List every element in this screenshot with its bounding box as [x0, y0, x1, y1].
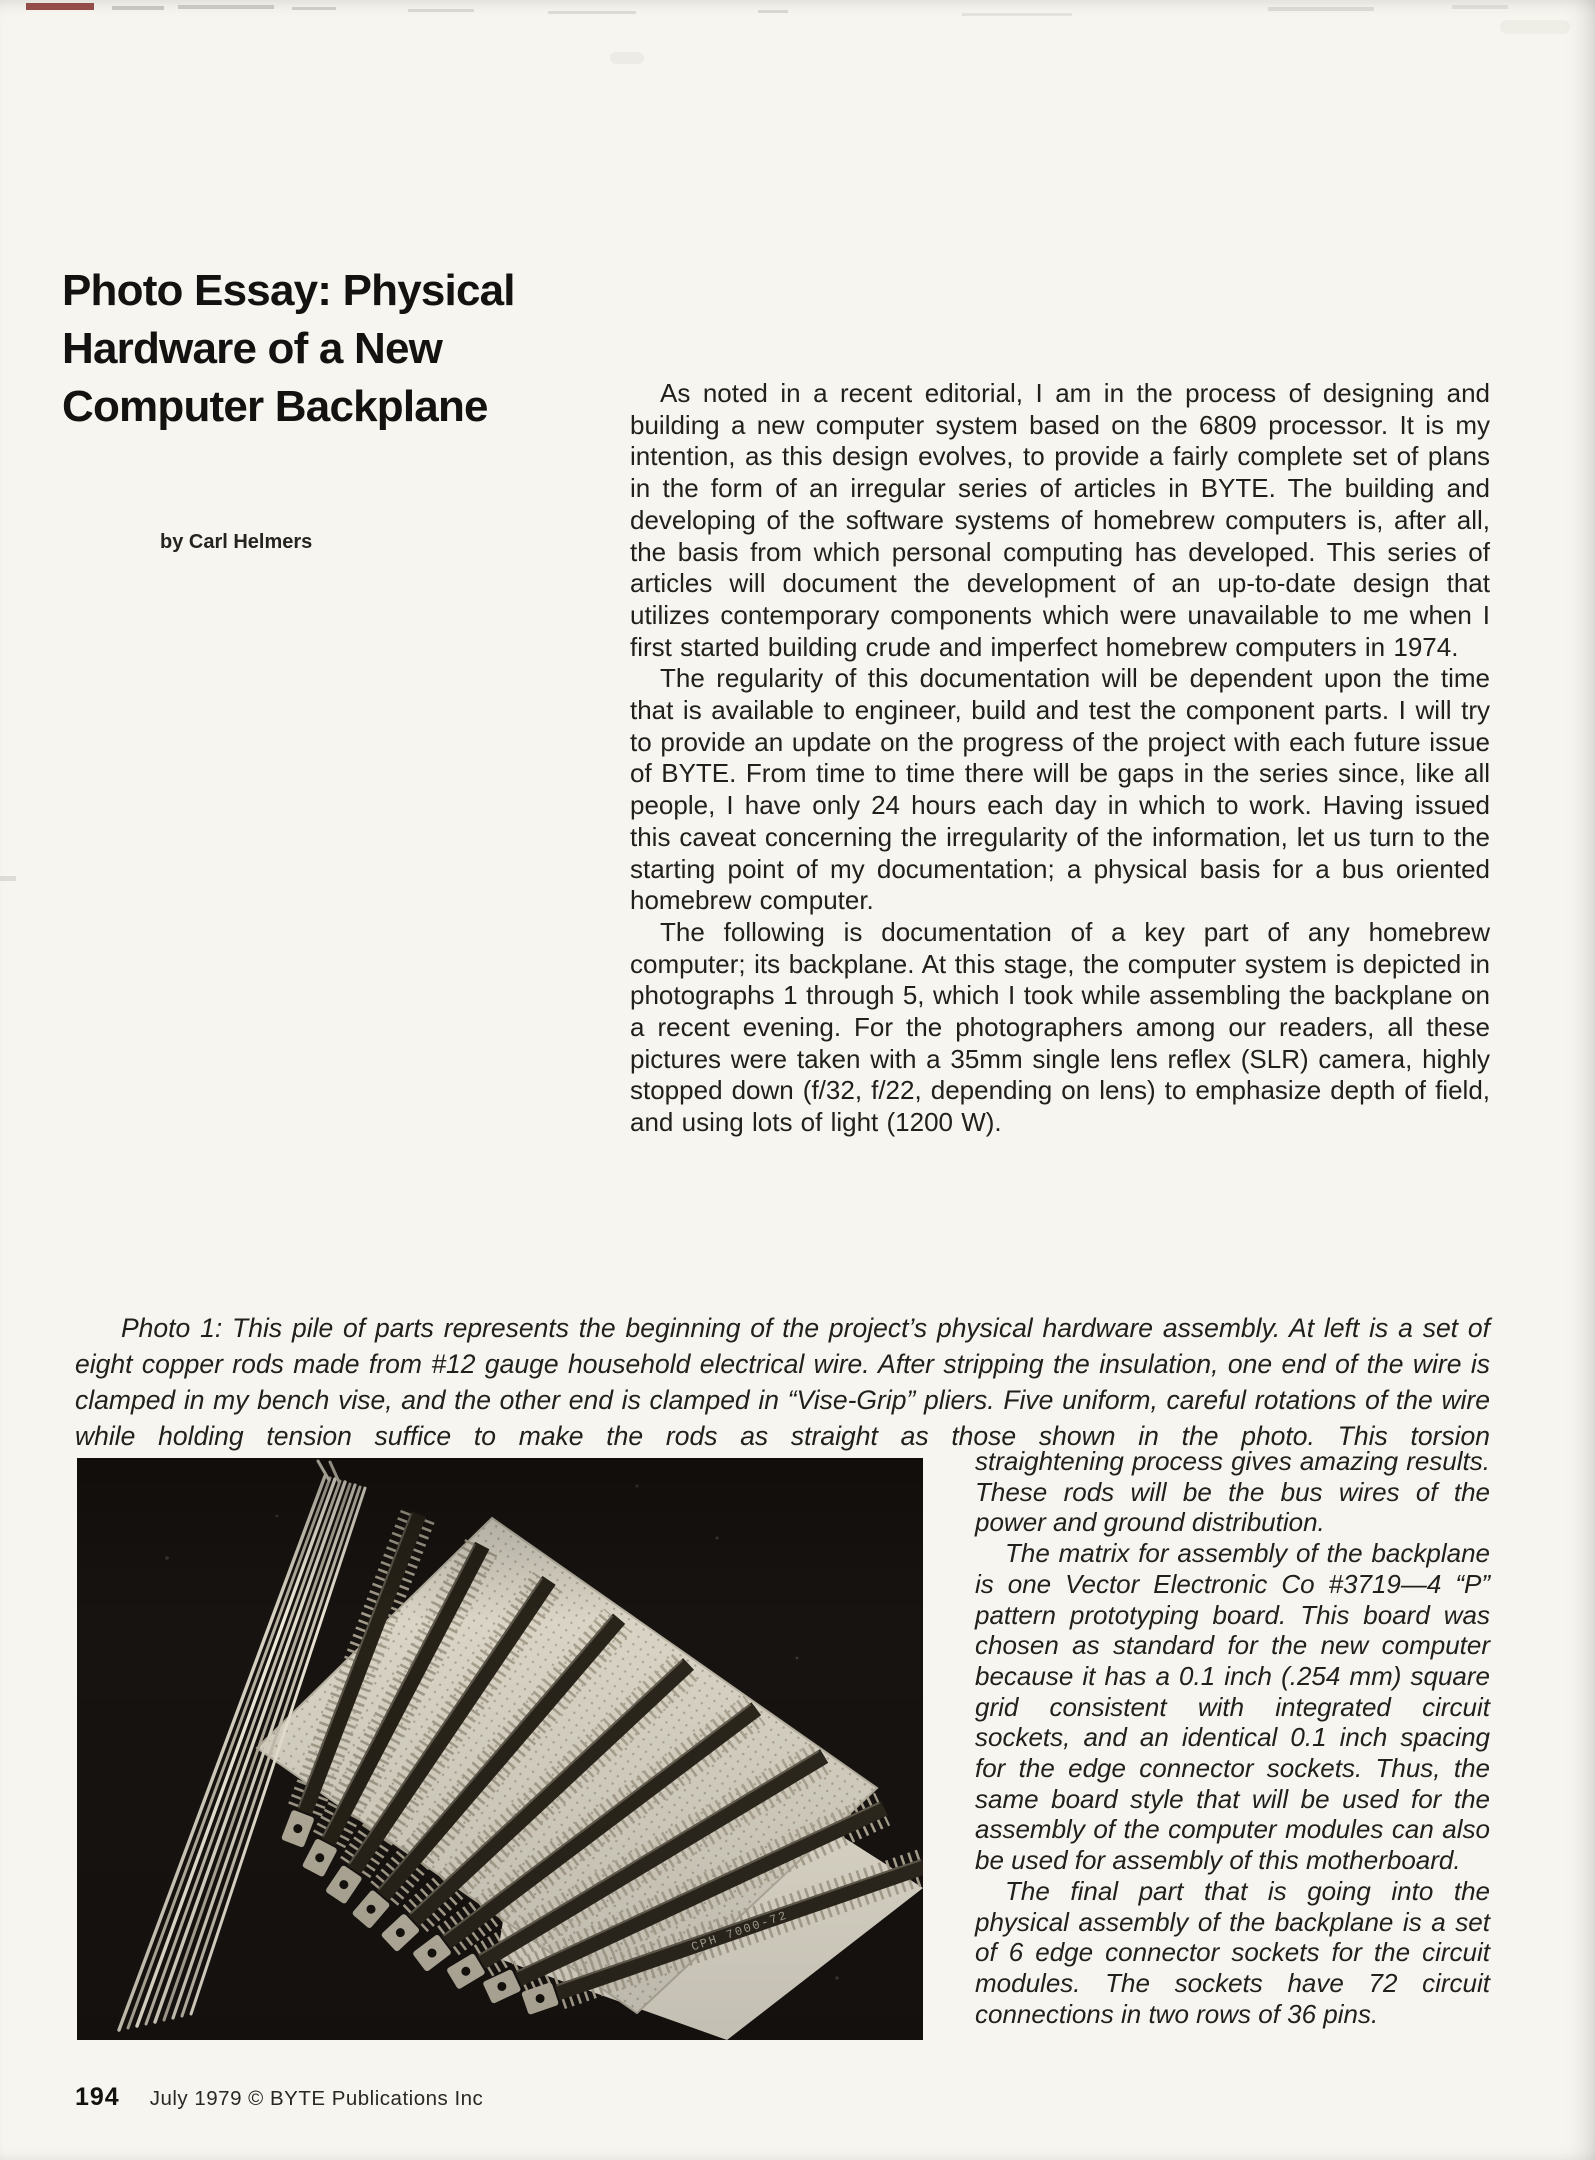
scan-artifact	[408, 9, 474, 12]
article-paragraph-2: The regularity of this documentation will be dependent upon the time that is available to engineer, build and test the component parts. I will try to provide an update on the progress of the project with each future issue of BYTE. From time to time there will be gaps in the series since, like all people, I have only 24 hours each day in which to work. Having issued this caveat concerning the irregularity of the information, let us turn to the starting point of my documentation; a physical basis for a bus oriented homebrew computer.	[630, 663, 1490, 916]
photo-caption-column-paragraph-3: The final part that is going into the physical assembly of the backplane is a set of 6 edge connector sockets for the circuit modules. The sockets have 72 circuit connections in two rows of 36 pins.	[975, 1875, 1490, 2029]
photo-caption-lead	[75, 1310, 1490, 1454]
scan-artifact	[962, 13, 1072, 16]
scan-artifact	[548, 11, 636, 14]
article-paragraph-3: The following is documentation of a key part of any homebrew computer; its backplane. At this stage, the computer system is depicted in photographs 1 through 5, which I took while assembling the backplane on a recent evening. For the photographers among our readers, all these pictures were taken with a 35mm single lens reflex (SLR) camera, highly stopped down (f/32, f/22, depending on lens) to emphasize depth of field, and using lots of light (1200 W).	[630, 916, 1490, 1138]
scan-artifact	[1500, 20, 1570, 34]
photo-1-image	[77, 1458, 923, 2040]
page-number: 194	[75, 2083, 120, 2111]
article-body	[630, 378, 1490, 1139]
page-footer	[75, 2083, 483, 2112]
scan-artifact	[178, 5, 274, 9]
photo-caption-column-paragraph-1: straightening process gives amazing results. These rods will be the bus wires of the power and ground distribution.	[975, 1446, 1490, 1538]
photo-caption-lead-text: Photo 1: This pile of parts represents the beginning of the project’s physical hardware assembly. At left is a set of eight copper rods made from #12 gauge household electrical wire. After stripping the insulation, one end of the wire is clamped in my bench vise, and the other end is clamped in “Vise-Grip” pliers. Five uniform, careful rotations of the wire while holding tension suffice to make the rods as straight as those shown in the photo. This torsion	[75, 1313, 1490, 1451]
scan-artifact-red-mark	[26, 3, 94, 10]
scan-artifact	[758, 10, 788, 13]
publication-credit: July 1979 © BYTE Publications Inc	[149, 2087, 484, 2110]
article-title-line-2: Hardware of a New	[62, 324, 443, 373]
photo-caption-column	[975, 1446, 1490, 2029]
scan-artifact	[1452, 5, 1508, 9]
photo-vignette	[77, 1458, 923, 2040]
byline: by Carl Helmers	[160, 531, 313, 553]
scan-artifact	[0, 876, 16, 881]
article-paragraph-1: As noted in a recent editorial, I am in the process of designing and building a new computer system based on the 6809 processor. It is my intention, as this design evolves, to provide a fairly complete set of plans in the form of an irregular series of articles in BYTE. The building and developing of the software systems of homebrew computers is, after all, the basis from which personal computing has developed. This series of articles will document the development of an up-to-date design that utilizes contemporary components which were unavailable to me when I first started building crude and imperfect homebrew computers in 1974.	[630, 378, 1490, 662]
scan-artifact	[112, 6, 164, 10]
article-title	[62, 262, 602, 436]
photo-caption-column-paragraph-2: The matrix for assembly of the backplane is one Vector Electronic Co #3719—4 “P” pattern prototyping board. This board was chosen as standard for the new computer because it has a 0.1 inch (.254 mm) square grid consistent with integrated circuit sockets, and an identical 0.1 inch spacing for the edge connector sockets. Thus, the same board style that will be used for the assembly of the computer modules can also be used for assembly of this motherboard.	[975, 1538, 1490, 1876]
scan-artifact	[292, 7, 336, 10]
scan-artifact	[1268, 7, 1374, 11]
article-title-line-1: Photo Essay: Physical	[62, 266, 515, 315]
article-title-line-3: Computer Backplane	[62, 382, 488, 431]
photo-1	[77, 1458, 923, 2040]
scan-artifact	[610, 52, 644, 64]
